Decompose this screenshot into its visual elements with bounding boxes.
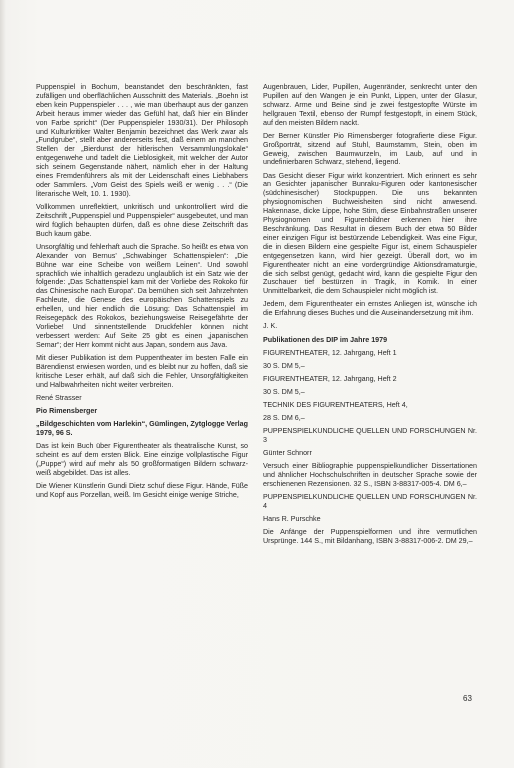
paragraph: Das Gesicht dieser Figur wirkt konzentriert. Mich erinnert es sehr an Gesichter japanischer Bunraku-Figuren oder kantonesischer (südchinesischer) Stockpuppen. Die uns bekannten physiognomischen Buchweisheiten sind nicht anwesend. Hakennase, dicke Lippe, hohe Stirn, diese Einbahnstraßen unserer Physiognomen und Figurenbildner erkennen hier ihre Beschränkung. Das Resultat in diesem Buch der etwa 50 Bilder einer einzigen Figur ist bestürzende Lebendigkeit. Was eine Figur, die in diesen Bildern eine gespielte Figur ist, einem Schauspieler entgegensetzen kann, wird hier gezeigt. Überall dort, wo im Figurentheater nicht an eine vordergründige Aktionsdramaturgie, die sich selbst genügt, gedacht wird, kann die gespielte Figur den Zuschauer tief bestürzen in Tragik, in Komik. In einer Unmittelbarkeit, die dem Schauspieler nicht möglich ist. bbox=[263, 171, 477, 296]
series-description: Versuch einer Bibliographie puppenspielkundlicher Dissertationen und ähnlicher Hochschulschriften in deutscher Sprache sowie der erschienenen Rezensionen. 32 S., ISBN 3-88317-005-4. DM 6,– bbox=[263, 462, 477, 489]
paragraph: Puppenspiel in Bochum, beanstandet den beschränkten, fast zufälligen und oberflächlichen Ausschnitt des Materials. „Boehn ist eben kein Puppenspieler . . . , wie man überhaupt aus der ganzen Arbeit heraus immer wieder das Gefühl hat, daß hier ein Blinder von Farbe spricht“ (Der Puppenspieler 1930/31). Der Philosoph und Kulturkritiker Walter Benjamin bezeichnet das Werk zwar als „Fundgrube“, stellt aber andererseits fest, daß einem an manchen Stellen der „Bierdunst der hitlerischen Versammlungslokale“ entgegenwehe und tadelt die Lieblosigkeit, mit welcher der Autor sich seinem Gegenstande nähert, nämlich eher in der Haltung eines Fremdenführers als mit der Leidenschaft eines Liebhabers oder Sammlers. „Vom Geist des Spiels weiß er wenig . . .“ (Die literarische Welt, 10. 1. 1930). bbox=[36, 83, 248, 198]
series-description: Die Anfänge der Puppenspielformen und ihre vermutlichen Ursprünge. 144 S., mit Bildanhang, ISBN 3-88317-006-2. DM 29,– bbox=[263, 528, 477, 546]
review-author: Pio Rimensberger bbox=[36, 406, 98, 415]
paragraph: Augenbrauen, Lider, Pupillen, Augenränder, senkrecht unter den Pupillen auf den Wangen je ein Punkt, Lippen, unter der Glasur, schwarz. Arme und Beine sind je zwei festgestopfte Würste im hellgrauen Textil, ebenso der Rumpf festgestopft, in einem Stück, auf den meisten Bildern nackt. bbox=[263, 83, 477, 127]
publication-title: FIGURENTHEATER, 12. Jahrgang, Heft 1 bbox=[263, 348, 397, 357]
series-entry bbox=[263, 493, 477, 546]
paragraph: Das ist kein Buch über Figurentheater als theatralische Kunst, so scheint es auf dem ersten Blick. Eine einzige vollplastische Figur („Puppe“) wird auf mehr als 50 großformatigen Bildern schwarz-weiß abgebildet. Das ist alles. bbox=[36, 441, 248, 477]
publication-detail: 28 S. DM 6,– bbox=[263, 414, 305, 423]
paragraph: Jedem, dem Figurentheater ein ernstes Anliegen ist, wünsche ich die Erfahrung dieses Buches und die Auseinandersetzung mit ihm. bbox=[263, 300, 477, 318]
paragraph: Unsorgfältig und fehlerhaft auch die Sprache. So heißt es etwa von Alexander von Bernus’ „Schwabinger Schattenspielen“: „Die Bühne war eine Scheibe von weißem Leinen“. Und sowohl sprachlich wie inhaltlich geradezu unglaublich ist ein Satz wie der folgende: „Das Schattenspiel kam mit der Vorliebe des Rokoko für das Chinesische nach Europa“. Da bemühen sich seit Jahrzehnten Fachleute, die Genese des europäischen Schattenspiels zu erhellen, und hier endlich die Lösung: Das Schattenspiel im Reisegepäck des Rokokos, beziehungsweise Reisegefährte der Vorliebe! Und sinnentstellende Druckfehler können nicht verbessert werden: Auf Seite 25 gibt es einen „japanischen Semar“; der Herr kommt nicht aus Japan, sondern aus Java. bbox=[36, 242, 248, 349]
series-author: Günter Schnorr bbox=[263, 449, 312, 458]
publication-entry bbox=[263, 349, 477, 371]
paragraph: Der Berner Künstler Pio Rimensberger fotografierte diese Figur. Großporträt, sitzend auf Stuhl, Baumstamm, Stein, oben im Geweig, zwischen Baumwurzeln, im Laub, auf und in undefinierbaren Schwarz, stehend, liegend. bbox=[263, 131, 477, 167]
series-title: PUPPENSPIELKUNDLICHE QUELLEN UND FORSCHUNGEN Nr. 3 bbox=[263, 427, 477, 445]
right-column bbox=[263, 83, 477, 550]
review-signature: René Strasser bbox=[36, 393, 82, 402]
series-title: PUPPENSPIELKUNDLICHE QUELLEN UND FORSCHUNGEN Nr. 4 bbox=[263, 493, 477, 511]
publication-title: FIGURENTHEATER, 12. Jahrgang, Heft 2 bbox=[263, 374, 397, 383]
left-column bbox=[36, 83, 248, 504]
publication-entry bbox=[263, 401, 477, 423]
page-number: 63 bbox=[463, 694, 472, 703]
publication-entry bbox=[263, 375, 477, 397]
publication-title: TECHNIK DES FIGURENTHEATERS, Heft 4, bbox=[263, 400, 408, 409]
paragraph: Mit dieser Publikation ist dem Puppentheater im besten Falle ein Bärendienst erwiesen worden, und es bleibt nur zu hoffen, daß sie kritische Leser erhält, auf daß sich die Fehler, Unsorgfältigkeiten und Halbwahrheiten nicht weiter verbreiten. bbox=[36, 353, 248, 389]
publication-detail: 30 S. DM 5,– bbox=[263, 387, 305, 396]
publications-heading: Publikationen des DIP im Jahre 1979 bbox=[263, 335, 388, 344]
review-signature: J. K. bbox=[263, 322, 278, 331]
publication-detail: 30 S. DM 5,– bbox=[263, 361, 305, 370]
paragraph: Die Wiener Künstlerin Gundi Dietz schuf diese Figur. Hände, Füße und Kopf aus Porzellan, weiß. Im Gesicht einige wenige Striche, bbox=[36, 481, 248, 499]
series-entry bbox=[263, 427, 477, 489]
review-book-title: „Bildgeschichten vom Harlekin“, Gümlingen, Zytglogge Verlag 1979, 96 S. bbox=[36, 419, 248, 437]
paragraph: Vollkommen unreflektiert, unkritisch und unkontrolliert wird die Zeitschrift „Puppenspiel und Puppenspieler“ ausgebeutet, und man wird füglich behaupten dürfen, daß es ohne diese Zeitschrift das Buch kaum gäbe. bbox=[36, 202, 248, 238]
series-author: Hans R. Purschke bbox=[263, 515, 321, 524]
